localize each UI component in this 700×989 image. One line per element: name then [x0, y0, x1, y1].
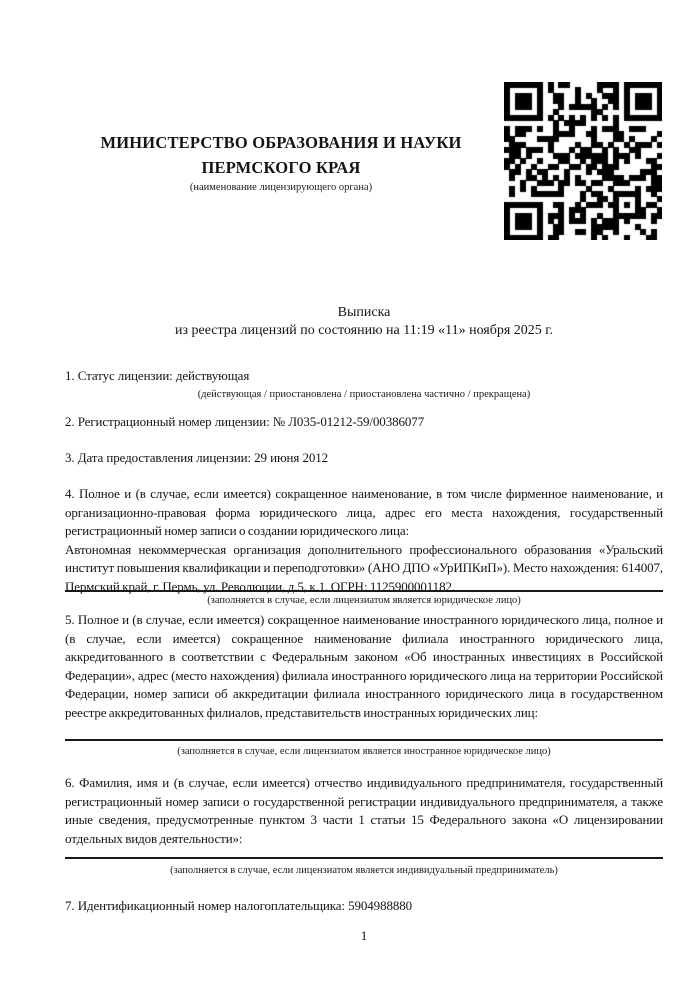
ministry-name-line1: МИНИСТЕРСТВО ОБРАЗОВАНИЯ И НАУКИ [100, 133, 462, 152]
qr-code-icon [504, 82, 662, 240]
foreign-entity-field-line [65, 739, 663, 741]
field-legal-entity [65, 485, 663, 596]
legal-entity-field-line [65, 590, 663, 592]
document-title-line2: из реестра лицензий по состоянию на 11:19 «11» ноября 2025 г. [175, 322, 553, 338]
field-foreign-entity [65, 611, 663, 722]
field-individual-entrepreneur-question: 6. Фамилия, имя и (в случае, если имеется) отчество индивидуального предпринимателя, государственный регистрационный номер записи о государственной регистрации индивидуального предпринимателя, а также иные сведения, предусмотренные пунктом 3 части 1 статьи 15 Федерального закона «О лицензировании отдельных видов деятельности»: [65, 775, 663, 846]
field-legal-entity-question: 4. Полное и (в случае, если имеется) сокращенное наименование, в том числе фирменное наименование, и организационно-правовая форма юридического лица, адрес его места нахождения, государственный регистрационный номер записи о создании юридического лица: [65, 486, 663, 538]
field-legal-entity-note: (заполняется в случае, если лицензиатом является юридическое лицо) [207, 595, 521, 606]
field-foreign-entity-question: 5. Полное и (в случае, если имеется) сокращенное наименование иностранного юридического лица, полное и (в случае, если имеется) сокращенное наименование филиала иностранного юридического лица, аккредитованного в соответствии с Федеральным законом «Об иностранных инвестициях в Российской Федерации», адрес (место нахождения) филиала иностранного юридического лица на территории Российской Федерации, номер записи об аккредитации филиала иностранного юридического лица в государственном реестре аккредитованных филиалов, представительств иностранных юридических лиц: [65, 612, 663, 720]
individual-entrepreneur-field-line [65, 857, 663, 859]
field-legal-entity-value: Автономная некоммерческая организация дополнительного профессионального образования «Уральский институт повышения квалификации и переподготовки» (АНО ДПО «УрИПКиП»). Место нахождения: 614007, Пермский край, г. Пермь, ул. Революции, д.5, к.1. ОГРН: 1125900001182. [65, 541, 663, 594]
field-registration-number: 2. Регистрационный номер лицензии: № Л035-01212-59/00386077 [65, 414, 425, 429]
ministry-name-note: (наименование лицензирующего органа) [189, 182, 373, 193]
ministry-name-line2: ПЕРМСКОГО КРАЯ [201, 158, 361, 177]
field-individual-entrepreneur-note: (заполняется в случае, если лицензиатом является индивидуальный предприниматель) [170, 865, 558, 876]
field-license-status: 1. Статус лицензии: действующая [65, 368, 250, 383]
field-foreign-entity-note: (заполняется в случае, если лицензиатом является иностранное юридическое лицо) [177, 746, 551, 757]
ministry-name [65, 130, 497, 180]
field-individual-entrepreneur [65, 774, 663, 848]
document-title-line1: Выписка [337, 305, 391, 320]
page-number: 1 [360, 928, 368, 943]
field-license-status-note: (действующая / приостановлена / приостановлена частично / прекращена) [197, 389, 531, 400]
field-grant-date: 3. Дата предоставления лицензии: 29 июня 2012 [65, 450, 329, 465]
document-title [65, 304, 663, 339]
licensing-authority-header [65, 130, 497, 194]
field-taxpayer-number: 7. Идентификационный номер налогоплательщика: 5904988880 [65, 898, 413, 913]
